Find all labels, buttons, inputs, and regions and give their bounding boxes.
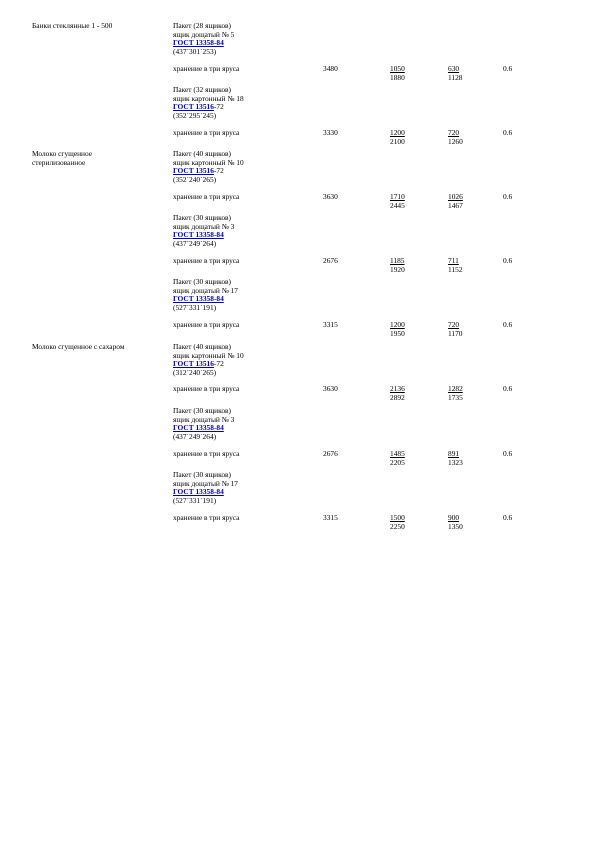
fraction-numerator: 711 bbox=[448, 256, 459, 265]
value-4: 0.6 bbox=[503, 256, 513, 265]
fraction-numerator: 1026 bbox=[448, 192, 463, 201]
package-description bbox=[173, 278, 313, 312]
package-description bbox=[173, 22, 313, 56]
package-dimensions: (437´249´264) bbox=[173, 431, 217, 441]
fraction-numerator: 1500 bbox=[390, 513, 405, 522]
package-line: ящик дощатый № 17 bbox=[173, 478, 239, 488]
fraction-denominator: 1920 bbox=[390, 264, 405, 274]
package-description bbox=[173, 471, 313, 505]
standard-link[interactable]: ГОСТ 13358-84 bbox=[173, 294, 224, 304]
value-2-fraction bbox=[390, 65, 405, 82]
value-2-fraction bbox=[390, 129, 405, 146]
package-dimensions: (437´301´253) bbox=[173, 46, 217, 56]
package-description bbox=[173, 214, 313, 248]
package-dimensions: (437´249´264) bbox=[173, 238, 217, 248]
package-line: ящик дощатый № 3 bbox=[173, 221, 235, 231]
value-4: 0.6 bbox=[503, 64, 513, 73]
fraction-numerator: 1282 bbox=[448, 384, 463, 393]
storage-method: хранение в три яруса bbox=[173, 64, 240, 73]
standard-suffix: -72 bbox=[213, 359, 224, 369]
package-line: Пакет (30 ящиков) bbox=[173, 213, 231, 222]
fraction-numerator: 900 bbox=[448, 513, 460, 522]
package-dimensions: (312´240´265) bbox=[173, 367, 217, 377]
value-4: 0.6 bbox=[503, 384, 513, 393]
standard-link[interactable]: ГОСТ 13358-84 bbox=[173, 38, 224, 48]
fraction-denominator: 2250 bbox=[390, 521, 405, 531]
package-line: Пакет (40 ящиков) bbox=[173, 342, 231, 351]
value-4: 0.6 bbox=[503, 449, 513, 458]
package-description bbox=[173, 407, 313, 441]
fraction-numerator: 720 bbox=[448, 320, 460, 329]
package-line: Пакет (28 ящиков) bbox=[173, 21, 231, 30]
value-4: 0.6 bbox=[503, 128, 513, 137]
value-4: 0.6 bbox=[503, 513, 513, 522]
value-2-fraction bbox=[390, 385, 405, 402]
value-3-fraction bbox=[448, 129, 463, 146]
fraction-numerator: 1485 bbox=[390, 449, 405, 458]
package-line: Пакет (40 ящиков) bbox=[173, 149, 231, 158]
standard-link[interactable]: ГОСТ 13358-84 bbox=[173, 423, 224, 433]
value-2-fraction bbox=[390, 450, 405, 467]
fraction-numerator: 720 bbox=[448, 128, 460, 137]
value-2-fraction bbox=[390, 257, 405, 274]
value-2-fraction bbox=[390, 514, 405, 531]
package-description bbox=[173, 150, 313, 184]
fraction-numerator: 891 bbox=[448, 449, 460, 458]
fraction-denominator: 1880 bbox=[390, 72, 405, 82]
value-1: 3630 bbox=[323, 384, 338, 393]
fraction-denominator: 2100 bbox=[390, 136, 405, 146]
fraction-numerator: 2136 bbox=[390, 384, 405, 393]
fraction-numerator: 1200 bbox=[390, 320, 405, 329]
package-line: Пакет (32 ящиков) bbox=[173, 85, 231, 94]
storage-method: хранение в три яруса bbox=[173, 192, 240, 201]
package-line: Пакет (30 ящиков) bbox=[173, 277, 231, 286]
storage-method: хранение в три яруса bbox=[173, 449, 240, 458]
value-1: 3315 bbox=[323, 513, 338, 522]
standard-link[interactable]: ГОСТ 13516 bbox=[173, 166, 214, 176]
package-line: ящик дощатый № 17 bbox=[173, 285, 239, 295]
package-dimensions: (352´240´265) bbox=[173, 174, 217, 184]
package-dimensions: (527´331´191) bbox=[173, 302, 217, 312]
fraction-denominator: 1467 bbox=[448, 200, 463, 210]
fraction-denominator: 2205 bbox=[390, 457, 405, 467]
package-description bbox=[173, 343, 313, 377]
standard-suffix: -72 bbox=[213, 166, 224, 176]
standard-link[interactable]: ГОСТ 13358-84 bbox=[173, 230, 224, 240]
value-3-fraction bbox=[448, 65, 463, 82]
fraction-numerator: 1185 bbox=[390, 256, 405, 265]
value-3-fraction bbox=[448, 257, 463, 274]
fraction-denominator: 1735 bbox=[448, 392, 463, 402]
value-3-fraction bbox=[448, 450, 463, 467]
value-4: 0.6 bbox=[503, 320, 513, 329]
fraction-denominator: 1128 bbox=[448, 72, 463, 82]
value-3-fraction bbox=[448, 514, 463, 531]
fraction-denominator: 1950 bbox=[390, 328, 405, 338]
value-3-fraction bbox=[448, 193, 463, 210]
package-dimensions: (527´331´191) bbox=[173, 495, 217, 505]
value-2-fraction bbox=[390, 321, 405, 338]
storage-method: хранение в три яруса bbox=[173, 320, 240, 329]
package-line: ящик дощатый № 5 bbox=[173, 29, 235, 39]
value-1: 2676 bbox=[323, 449, 338, 458]
fraction-denominator: 1260 bbox=[448, 136, 463, 146]
product-name: Банки стеклянные 1 - 500 bbox=[32, 21, 113, 30]
value-1: 3330 bbox=[323, 128, 338, 137]
package-line: ящик дощатый № 3 bbox=[173, 414, 235, 424]
value-1: 3315 bbox=[323, 320, 338, 329]
fraction-denominator: 2892 bbox=[390, 392, 405, 402]
value-1: 3630 bbox=[323, 192, 338, 201]
storage-method: хранение в три яруса bbox=[173, 513, 240, 522]
value-1: 2676 bbox=[323, 256, 338, 265]
fraction-numerator: 1200 bbox=[390, 128, 405, 137]
fraction-denominator: 1323 bbox=[448, 457, 463, 467]
storage-method: хранение в три яруса bbox=[173, 128, 240, 137]
fraction-denominator: 1170 bbox=[448, 328, 463, 338]
package-line: Пакет (30 ящиков) bbox=[173, 470, 231, 479]
fraction-numerator: 1050 bbox=[390, 64, 405, 73]
package-description bbox=[173, 86, 313, 120]
value-3-fraction bbox=[448, 321, 463, 338]
package-line: ящик картонный № 10 bbox=[173, 157, 244, 167]
storage-method: хранение в три яруса bbox=[173, 384, 240, 393]
value-3-fraction bbox=[448, 385, 463, 402]
standard-link[interactable]: ГОСТ 13358-84 bbox=[173, 487, 224, 497]
storage-method: хранение в три яруса bbox=[173, 256, 240, 265]
fraction-denominator: 1350 bbox=[448, 521, 463, 531]
package-dimensions: (352´295´245) bbox=[173, 110, 217, 120]
product-name: Молоко сгущенное с сахаром bbox=[32, 342, 125, 351]
package-line: ящик картонный № 10 bbox=[173, 350, 244, 360]
standard-suffix: -72 bbox=[213, 102, 224, 112]
value-2-fraction bbox=[390, 193, 405, 210]
fraction-denominator: 2445 bbox=[390, 200, 405, 210]
fraction-denominator: 1152 bbox=[448, 264, 463, 274]
value-4: 0.6 bbox=[503, 192, 513, 201]
fraction-numerator: 630 bbox=[448, 64, 460, 73]
product-name: Молоко сгущенное стерилизованное bbox=[32, 149, 93, 167]
standard-link[interactable]: ГОСТ 13516 bbox=[173, 102, 214, 112]
package-line: ящик картонный № 18 bbox=[173, 93, 244, 103]
value-1: 3480 bbox=[323, 64, 338, 73]
fraction-numerator: 1710 bbox=[390, 192, 405, 201]
standard-link[interactable]: ГОСТ 13516 bbox=[173, 359, 214, 369]
package-line: Пакет (30 ящиков) bbox=[173, 406, 231, 415]
